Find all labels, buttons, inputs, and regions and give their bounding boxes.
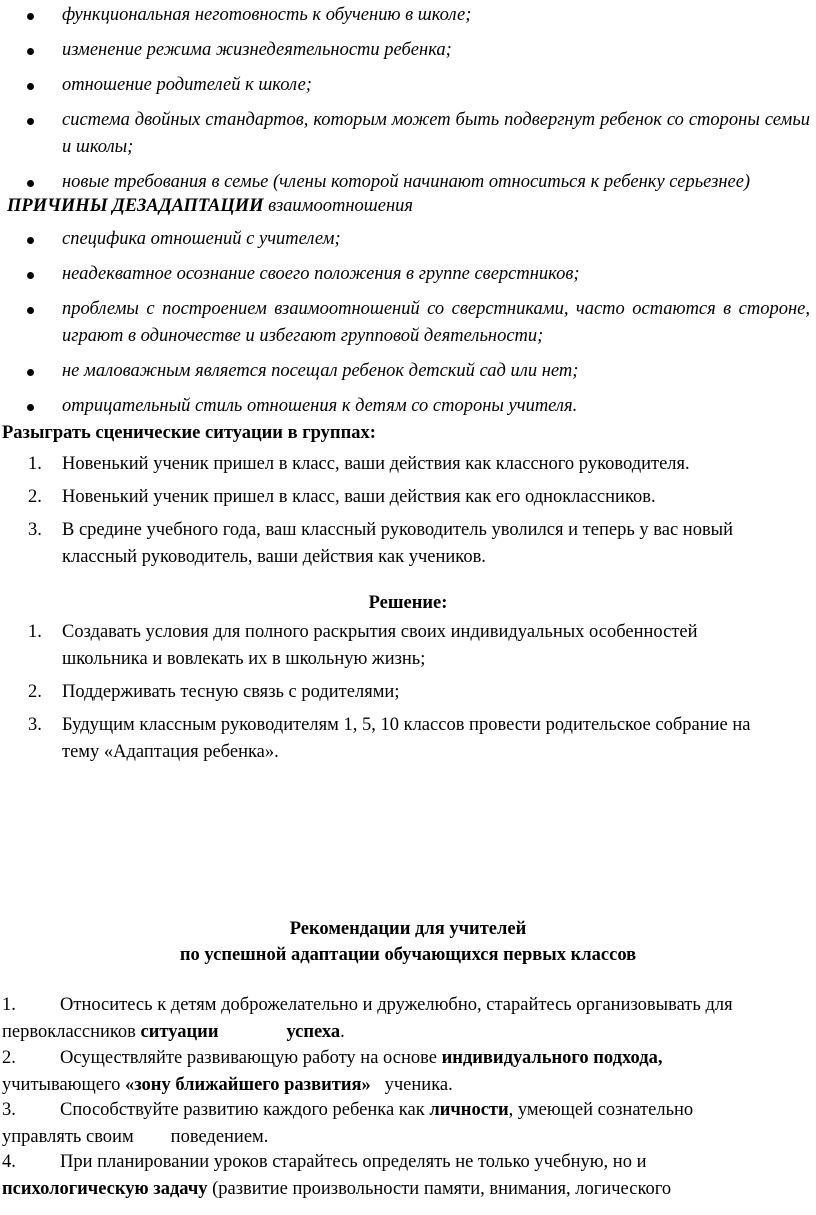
- solution-list: [0, 619, 816, 772]
- bullet-icon: [27, 272, 34, 279]
- list-item: 2. Новенький ученик пришел в класс, ваши действия как его одноклассников.: [28, 487, 656, 507]
- role-play-heading: Разыграть сценические ситуации в группах:: [2, 423, 376, 443]
- list-item: отрицательный стиль отношения к детям со стороны учителя.: [0, 393, 816, 420]
- list-item: 3. Будущим классным руководителям 1, 5, 10 классов провести родительское собрание на тему «Адаптация ребенка».: [28, 715, 751, 762]
- list-item: специфика отношений с учителем;: [0, 226, 816, 253]
- bullet-icon: [27, 13, 34, 20]
- role-play-list: [0, 451, 816, 577]
- list-item: не маловажным является посещал ребенок детский сад или нет;: [0, 358, 816, 385]
- solution-heading: Решение:: [368, 593, 448, 613]
- bullet-icon: [27, 404, 34, 411]
- bullet-icon: [27, 307, 34, 314]
- bullet-icon: [27, 369, 34, 376]
- causes-heading: ПРИЧИНЫ ДЕЗАДАПТАЦИИ взаимоотношения: [7, 196, 413, 216]
- list-item: система двойных стандартов, которым может быть подвергнут ребенок со стороны семьи и школы;: [0, 107, 816, 161]
- list-item: проблемы с построением взаимоотношений со сверстниками, часто остаются в стороне, играют в одиночестве и избегают групповой деятельности;: [0, 296, 816, 350]
- recommendation-item: 2. Осуществляйте развивающую работу на основе индивидуального подхода, учитывающего «зону ближайшего развития» ученика.: [2, 1048, 663, 1095]
- list-item: 3. В средине учебного года, ваш классный руководитель уволился и теперь у вас новый классный руководитель, ваши действия как учеников.: [28, 520, 734, 567]
- list-item: 2. Поддерживать тесную связь с родителями;: [28, 682, 400, 702]
- list-item: новые требования в семье (члены которой начинают относиться к ребенку серьезнее): [0, 169, 816, 196]
- recommendation-item: 3. Способствуйте развитию каждого ребенка как личности, умеющей сознательно управлять своим поведением.: [2, 1100, 694, 1147]
- bullet-list-readiness: [0, 2, 816, 204]
- recommendations-subtitle: по успешной адаптации обучающихся первых классов: [179, 945, 637, 965]
- bullet-icon: [27, 83, 34, 90]
- recommendation-item: 1. Относитесь к детям доброжелательно и дружелюбно, старайтесь организовывать для первоклассников ситуации успеха.: [2, 995, 733, 1042]
- bullet-list-relationships: [0, 226, 816, 428]
- list-item: функциональная неготовность к обучению в школе;: [0, 2, 816, 29]
- bullet-icon: [27, 237, 34, 244]
- list-item: изменение режима жизнедеятельности ребенка;: [0, 37, 816, 64]
- list-item: отношение родителей к школе;: [0, 72, 816, 99]
- list-item: 1. Новенький ученик пришел в класс, ваши действия как классного руководителя.: [28, 454, 690, 474]
- bullet-icon: [27, 118, 34, 125]
- bullet-icon: [27, 48, 34, 55]
- recommendation-item: 4. При планировании уроков старайтесь определять не только учебную, но и психологическую задачу (развитие произвольности памяти, внимания, логического: [2, 1152, 672, 1199]
- recommendations-title: Рекомендации для учителей: [289, 919, 527, 939]
- list-item: неадекватное осознание своего положения в группе сверстников;: [0, 261, 816, 288]
- bullet-icon: [27, 180, 34, 187]
- list-item: 1. Создавать условия для полного раскрытия своих индивидуальных особенностей школьника и вовлекать их в школьную жизнь;: [28, 622, 698, 669]
